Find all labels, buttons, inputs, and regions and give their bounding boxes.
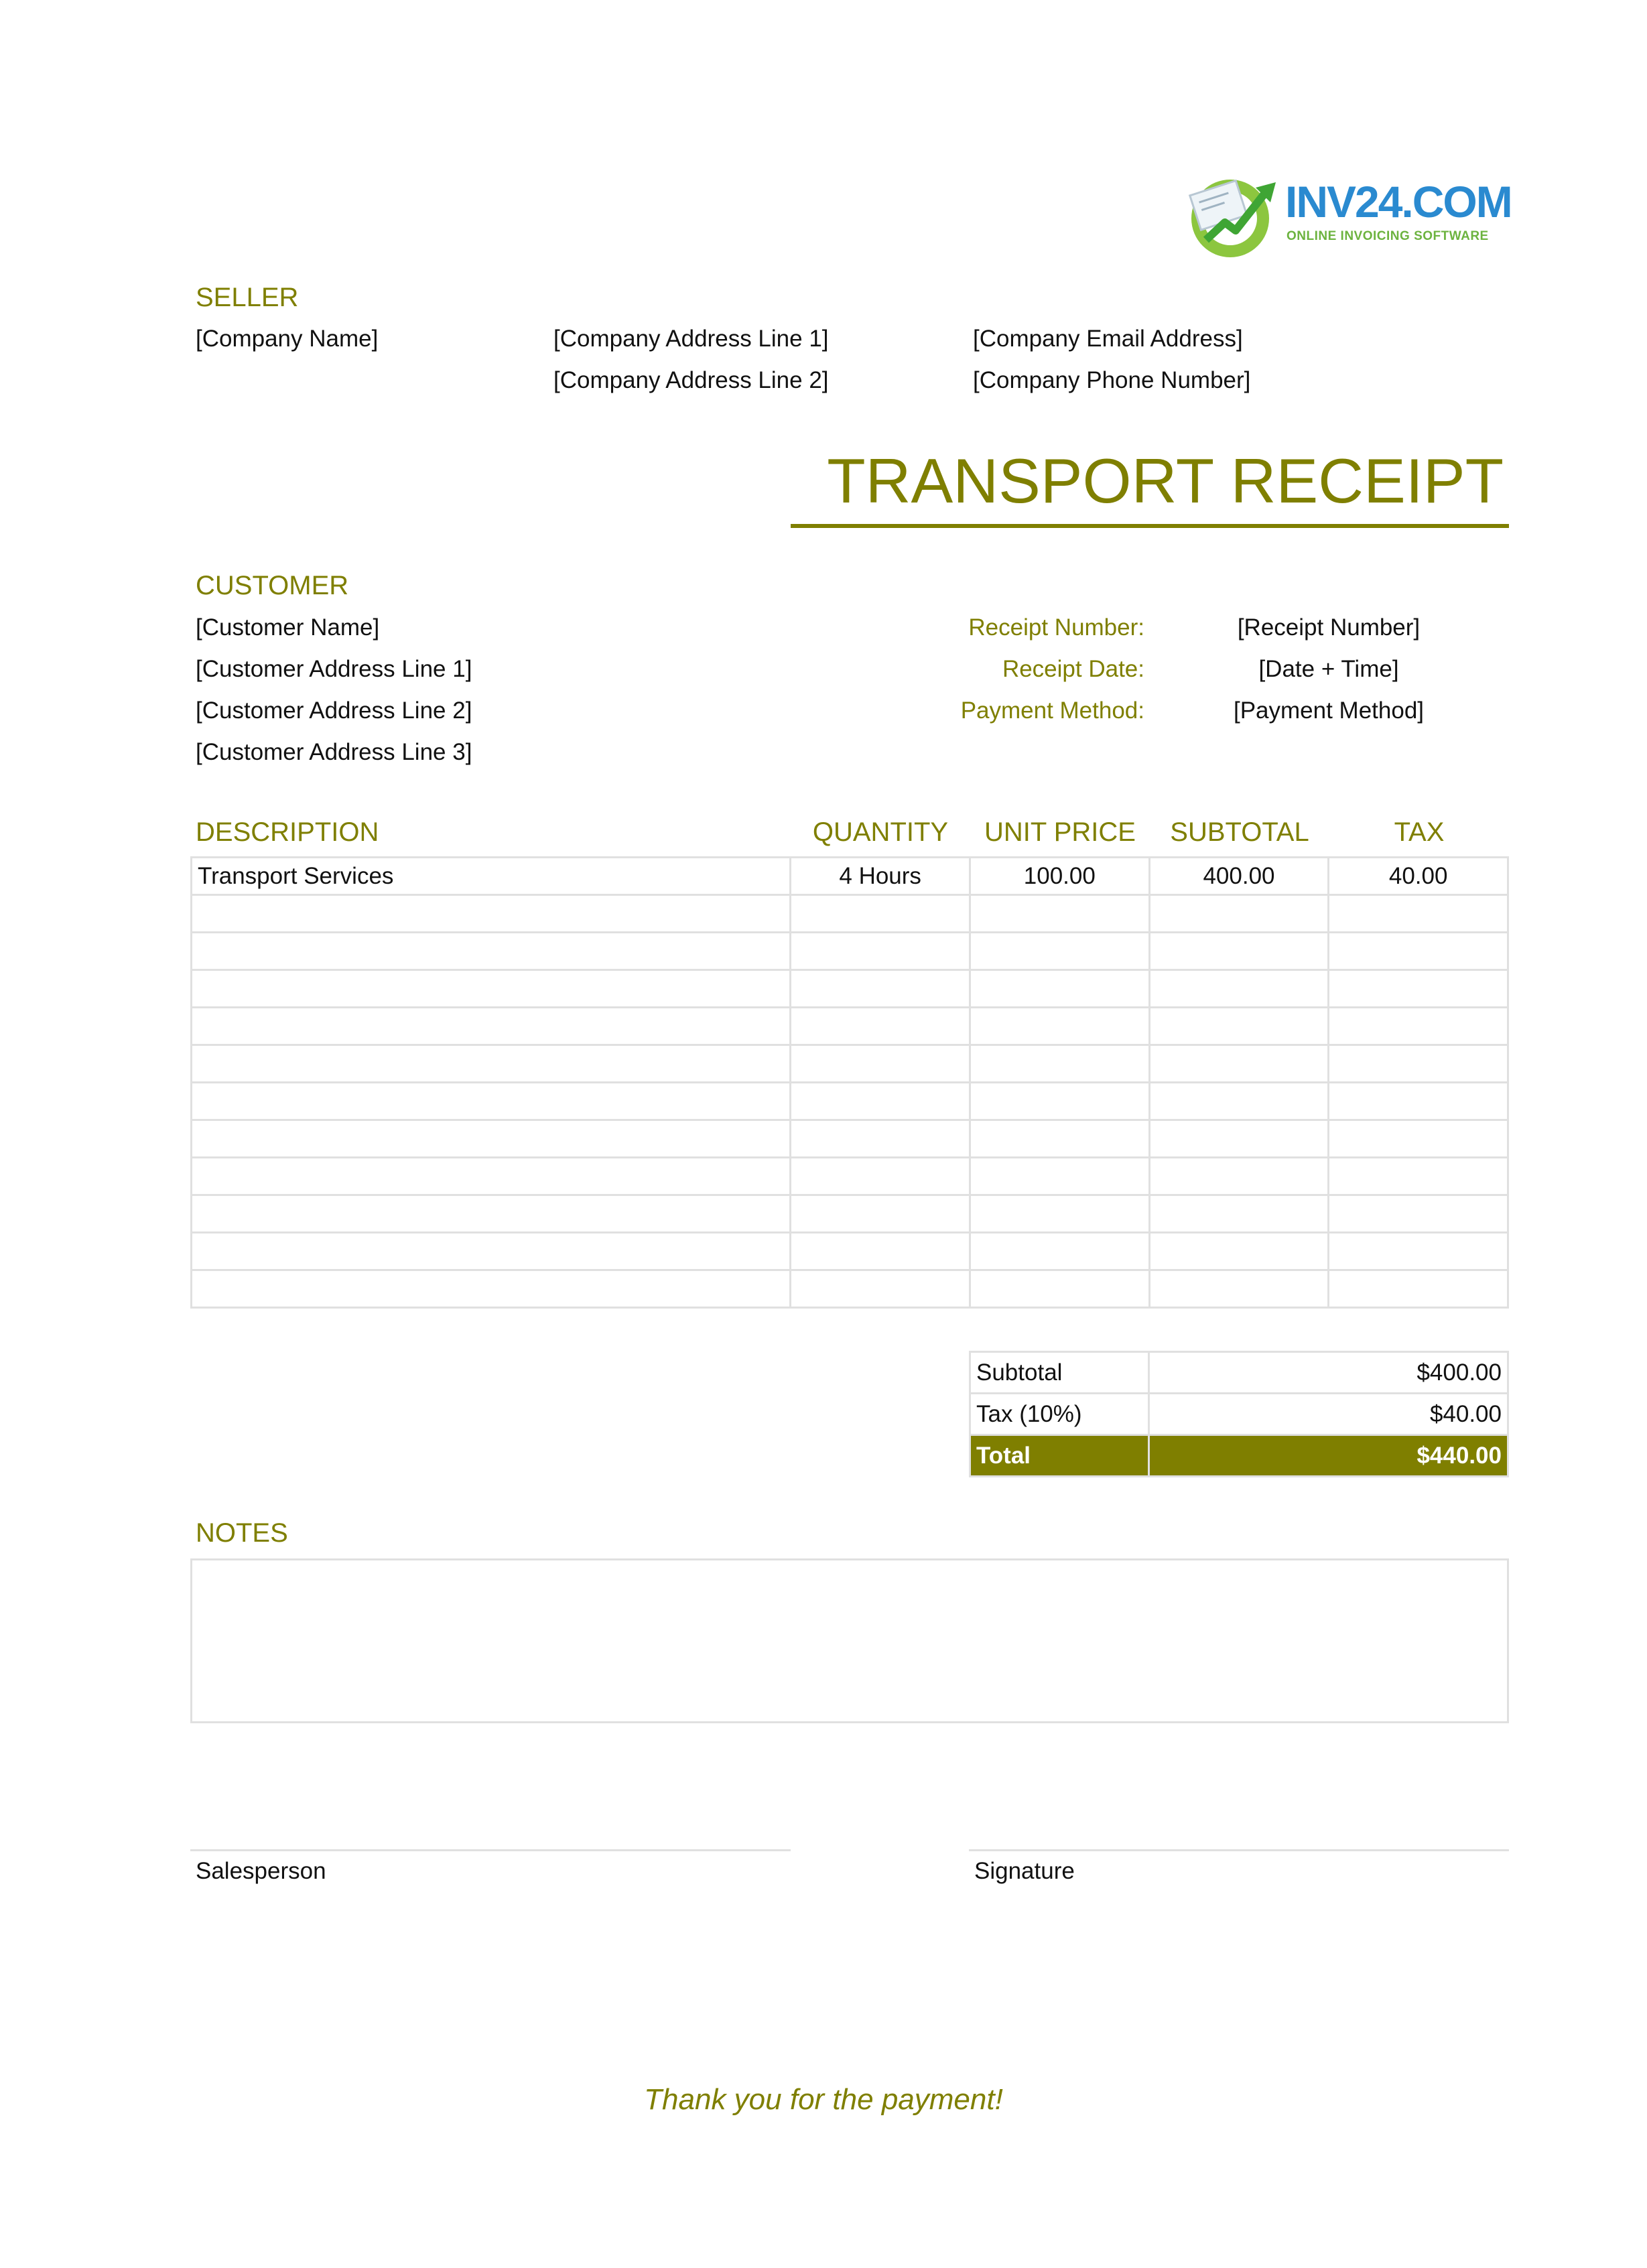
- subtotal-label: Subtotal: [970, 1352, 1149, 1394]
- signature-line: [969, 1849, 1509, 1851]
- cell-quantity: [791, 1008, 970, 1045]
- logo-tagline: ONLINE INVOICING SOFTWARE: [1287, 229, 1489, 243]
- cell-quantity: [791, 1233, 970, 1270]
- cell-quantity: [791, 1195, 970, 1233]
- cell-unit-price: [970, 970, 1149, 1008]
- cell-description: [192, 1083, 791, 1120]
- page-title: TRANSPORT RECEIPT: [827, 446, 1504, 516]
- cell-unit-price: [970, 1083, 1149, 1120]
- column-header-subtotal: SUBTOTAL: [1170, 817, 1309, 847]
- signature-label: Signature: [974, 1858, 1075, 1884]
- cell-unit-price: [970, 933, 1149, 970]
- table-row: [192, 1045, 1508, 1083]
- total-value: $440.00: [1149, 1435, 1508, 1477]
- cell-tax: [1329, 1083, 1508, 1120]
- cell-quantity: [791, 1120, 970, 1158]
- cell-quantity: 4 Hours: [791, 858, 970, 895]
- cell-quantity: [791, 933, 970, 970]
- receipt-date-value: [Date + Time]: [1258, 656, 1399, 682]
- table-row: [192, 1195, 1508, 1233]
- cell-tax: [1329, 895, 1508, 933]
- salesperson-line: [190, 1849, 791, 1851]
- cell-quantity: [791, 970, 970, 1008]
- customer-address-line-3: [Customer Address Line 3]: [196, 739, 472, 765]
- table-row: [192, 970, 1508, 1008]
- payment-method-value: [Payment Method]: [1233, 697, 1425, 724]
- cell-tax: [1329, 970, 1508, 1008]
- cell-subtotal: [1149, 1233, 1329, 1270]
- cell-subtotal: [1149, 1083, 1329, 1120]
- cell-subtotal: [1149, 933, 1329, 970]
- table-row: [192, 1158, 1508, 1195]
- total-row: [970, 1435, 1508, 1477]
- cell-tax: [1329, 1045, 1508, 1083]
- cell-unit-price: [970, 895, 1149, 933]
- table-row: [192, 895, 1508, 933]
- cell-tax: [1329, 1270, 1508, 1308]
- cell-unit-price: [970, 1233, 1149, 1270]
- table-row: [192, 858, 1508, 895]
- cell-tax: [1329, 1195, 1508, 1233]
- cell-subtotal: 400.00: [1149, 858, 1329, 895]
- cell-unit-price: [970, 1008, 1149, 1045]
- cell-description: Transport Services: [192, 858, 791, 895]
- column-header-unit-price: UNIT PRICE: [984, 817, 1136, 847]
- items-table: [190, 856, 1509, 1309]
- table-row: [192, 1270, 1508, 1308]
- logo-brand: INV24.COM: [1285, 177, 1512, 226]
- cell-unit-price: [970, 1158, 1149, 1195]
- cell-description: [192, 1008, 791, 1045]
- table-row: [192, 1083, 1508, 1120]
- cell-unit-price: 100.00: [970, 858, 1149, 895]
- cell-description: [192, 895, 791, 933]
- seller-address-line-1: [Company Address Line 1]: [553, 326, 829, 352]
- title-underline: [791, 524, 1509, 528]
- cell-description: [192, 1120, 791, 1158]
- cell-subtotal: [1149, 1270, 1329, 1308]
- cell-description: [192, 1195, 791, 1233]
- seller-address-line-2: [Company Address Line 2]: [553, 367, 829, 393]
- notes-box[interactable]: [190, 1558, 1509, 1723]
- cell-subtotal: [1149, 1195, 1329, 1233]
- thank-you-message: Thank you for the payment!: [644, 2083, 1003, 2116]
- logo-mark-icon: [1186, 168, 1280, 261]
- table-row: [192, 1008, 1508, 1045]
- cell-quantity: [791, 1270, 970, 1308]
- table-row: [192, 933, 1508, 970]
- cell-subtotal: [1149, 895, 1329, 933]
- cell-unit-price: [970, 1120, 1149, 1158]
- tax-value: $40.00: [1149, 1394, 1508, 1435]
- table-row: [192, 1120, 1508, 1158]
- cell-subtotal: [1149, 1158, 1329, 1195]
- tax-row: [970, 1394, 1508, 1435]
- seller-heading: SELLER: [196, 283, 299, 312]
- seller-email: [Company Email Address]: [973, 326, 1243, 352]
- customer-name: [Customer Name]: [196, 614, 380, 641]
- cell-quantity: [791, 1083, 970, 1120]
- cell-tax: [1329, 933, 1508, 970]
- cell-unit-price: [970, 1270, 1149, 1308]
- cell-tax: [1329, 1008, 1508, 1045]
- receipt-date-label: Receipt Date:: [1002, 656, 1144, 682]
- customer-heading: CUSTOMER: [196, 571, 349, 600]
- total-label: Total: [970, 1435, 1149, 1477]
- cell-description: [192, 970, 791, 1008]
- cell-unit-price: [970, 1195, 1149, 1233]
- payment-method-label: Payment Method:: [960, 697, 1144, 724]
- seller-company-name: [Company Name]: [196, 326, 379, 352]
- cell-description: [192, 1158, 791, 1195]
- table-row: [192, 1233, 1508, 1270]
- column-header-description: DESCRIPTION: [196, 817, 379, 847]
- cell-tax: [1329, 1158, 1508, 1195]
- salesperson-label: Salesperson: [196, 1858, 326, 1884]
- subtotal-value: $400.00: [1149, 1352, 1508, 1394]
- cell-description: [192, 933, 791, 970]
- receipt-number-value: [Receipt Number]: [1237, 614, 1421, 641]
- seller-phone: [Company Phone Number]: [973, 367, 1251, 393]
- totals-table: [969, 1351, 1509, 1477]
- cell-tax: 40.00: [1329, 858, 1508, 895]
- customer-address-line-2: [Customer Address Line 2]: [196, 697, 472, 724]
- cell-quantity: [791, 1158, 970, 1195]
- cell-quantity: [791, 895, 970, 933]
- cell-description: [192, 1045, 791, 1083]
- column-header-tax: TAX: [1394, 817, 1445, 847]
- cell-description: [192, 1233, 791, 1270]
- tax-label: Tax (10%): [970, 1394, 1149, 1435]
- cell-subtotal: [1149, 1120, 1329, 1158]
- cell-subtotal: [1149, 1045, 1329, 1083]
- subtotal-row: [970, 1352, 1508, 1394]
- customer-address-line-1: [Customer Address Line 1]: [196, 656, 472, 682]
- cell-tax: [1329, 1120, 1508, 1158]
- cell-subtotal: [1149, 1008, 1329, 1045]
- company-logo: [1186, 168, 1512, 261]
- cell-subtotal: [1149, 970, 1329, 1008]
- cell-description: [192, 1270, 791, 1308]
- cell-unit-price: [970, 1045, 1149, 1083]
- cell-tax: [1329, 1233, 1508, 1270]
- column-header-quantity: QUANTITY: [812, 817, 949, 847]
- receipt-number-label: Receipt Number:: [968, 614, 1144, 641]
- cell-quantity: [791, 1045, 970, 1083]
- notes-heading: NOTES: [196, 1518, 288, 1548]
